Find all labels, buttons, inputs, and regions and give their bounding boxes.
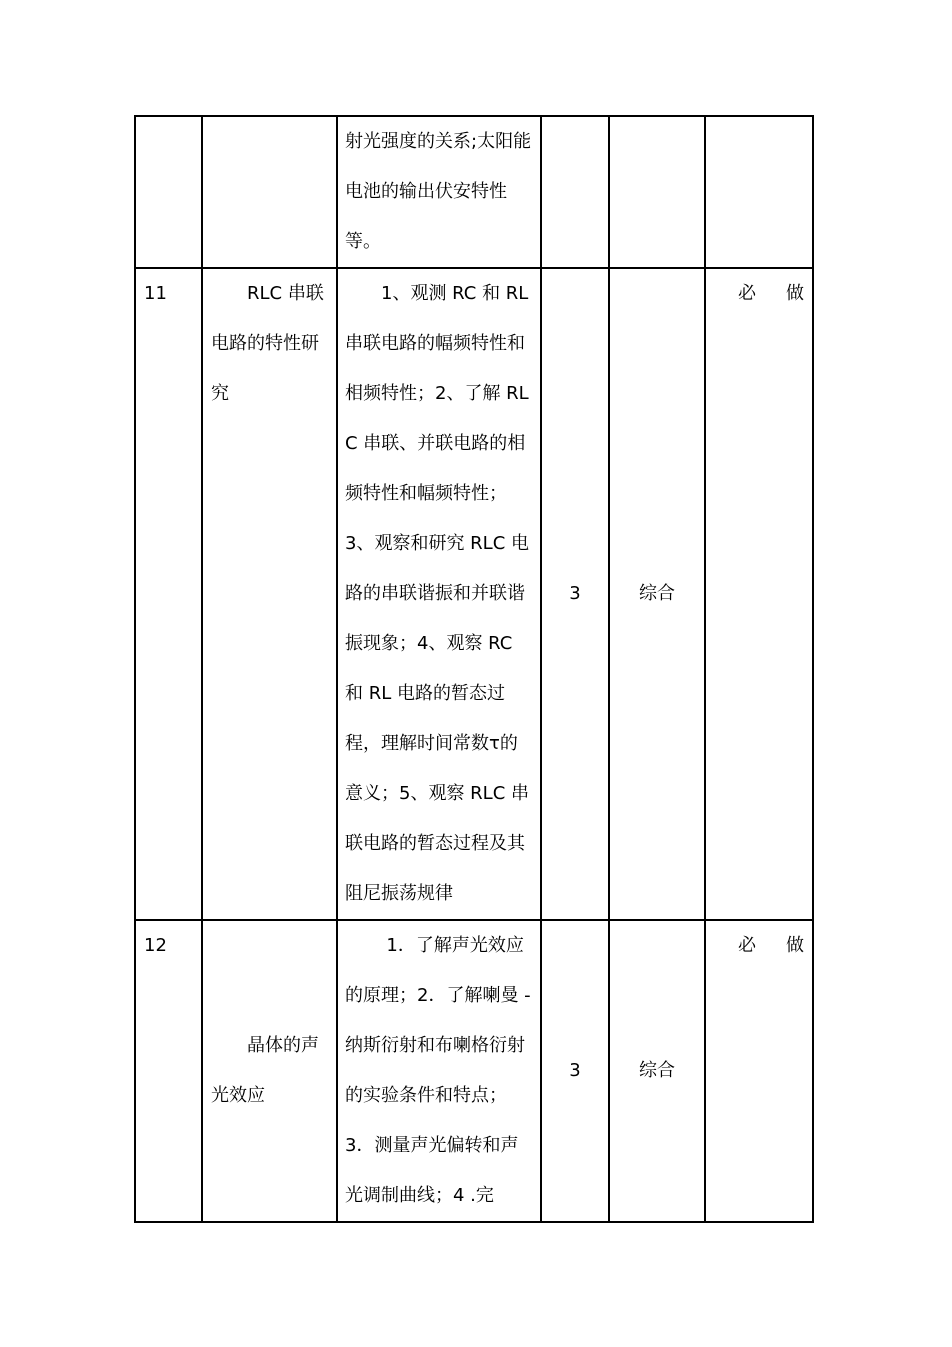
experiment-content: 1、观测 RC 和 RL 串联电路的幅频特性和相频特性；2、了解 RLC 串联、并联电路的相频特性和幅频特性；3、观察和研究 RLC 电路的串联谐振和并联谐振现象；4、观察 RC 和 RL 电路的暂态过程，理解时间常数τ的意义；5、观察 RLC 串联电路的暂态过程及其阻尼振荡规律 <box>345 283 529 904</box>
hours: 3 <box>541 268 609 920</box>
experiment-content-cell <box>337 920 541 1222</box>
experiment-table <box>134 115 814 1223</box>
requirement-cell <box>705 268 813 920</box>
type-cell <box>609 116 705 268</box>
hours-cell <box>541 116 609 268</box>
experiment-type: 综合 <box>609 920 705 1222</box>
hours: 3 <box>541 920 609 1222</box>
experiment-name-cell <box>202 920 337 1222</box>
experiment-content-cell <box>337 268 541 920</box>
table-row <box>135 116 813 268</box>
requirement-char-1: 必 <box>738 283 756 304</box>
row-number: 12 <box>135 920 202 1222</box>
experiment-name-cell <box>202 116 337 268</box>
row-number: 11 <box>135 268 202 920</box>
requirement-char-2: 做 <box>786 935 804 956</box>
experiment-content: 射光强度的关系;太阳能电池的输出伏安特性等。 <box>345 131 532 252</box>
requirement-char-1: 必 <box>738 935 756 956</box>
requirement-cell <box>705 116 813 268</box>
requirement-cell <box>705 920 813 1222</box>
experiment-content-cell <box>337 116 541 268</box>
experiment-name: 晶体的声光效应 <box>211 1035 319 1106</box>
table-row <box>135 268 813 920</box>
row-number-cell <box>135 116 202 268</box>
table-row <box>135 920 813 1222</box>
experiment-type: 综合 <box>609 268 705 920</box>
requirement-char-2: 做 <box>786 283 804 304</box>
experiment-name: RLC 串联电路的特性研究 <box>211 283 324 404</box>
experiment-name-cell <box>202 268 337 920</box>
experiment-content: 1．了解声光效应的原理；2．了解喇曼 - 纳斯衍射和布喇格衍射的实验条件和特点；3．测量声光偏转和声光调制曲线；4 .完 <box>345 935 531 1206</box>
